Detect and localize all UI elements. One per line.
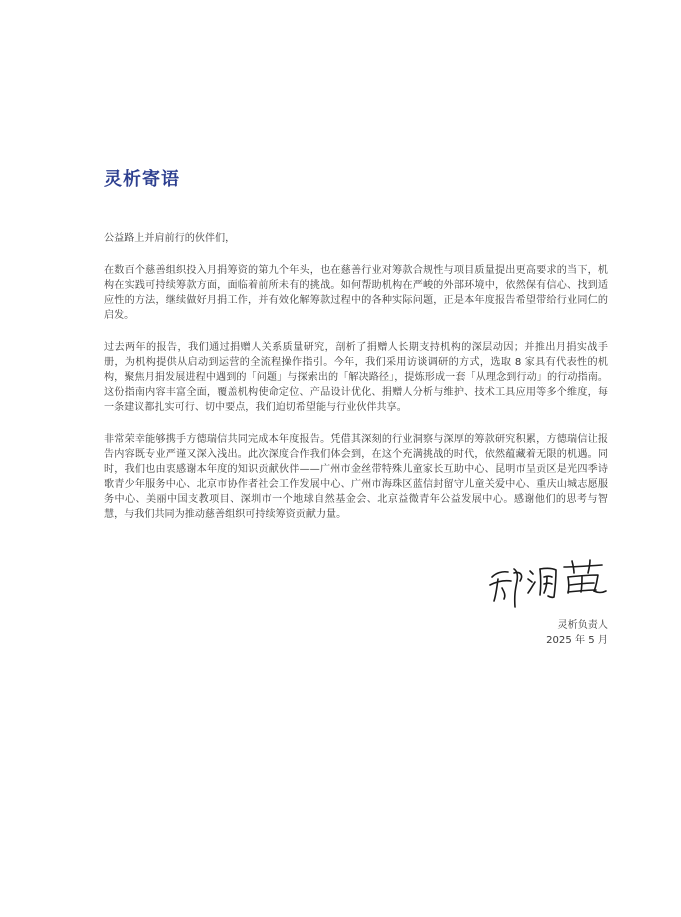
signature-date: 2025 年 5 月 (546, 635, 608, 646)
paragraph-2: 过去两年的报告，我们通过捐赠人关系质量研究，剖析了捐赠人长期支持机构的深层动因；并推出月捐实战手册，为机构提供从启动到运营的全流程操作指引。今年，我们采用访谈调研的方式，选取 8 家具有代表性的机构，聚焦月捐发展进程中遇到的「问题」与探索出的「解决路径」，提炼形成一套「从理念到行动」的行动指南。这份指南内容丰富全面，覆盖机构使命定位、产品设计优化、捐赠人分析与维护、技术工具应用等多个维度，每一条建议都扎实可行、切中要点，我们迫切希望能与行业伙伴共享。 (104, 342, 608, 413)
salutation: 公益路上并肩前行的伙伴们， (104, 233, 236, 244)
page-title: 灵析寄语 (104, 169, 180, 190)
paragraph-1: 在数百个慈善组织投入月捐筹资的第九个年头，也在慈善行业对筹款合规性与项目质量提出更高要求的当下，机构在实践可持续筹款方面，面临着前所未有的挑战。如何帮助机构在严峻的外部环境中，依然保有信心、找到适应性的方法，继续做好月捐工作，并有效化解筹款过程中的各种实际问题，正是本年度报告希望带给行业同仁的启发。 (104, 265, 608, 321)
signer-title: 灵析负责人 (557, 620, 608, 631)
handwritten-signature (484, 555, 610, 615)
paragraph-3: 非常荣幸能够携手方德瑞信共同完成本年度报告。凭借其深刻的行业洞察与深厚的筹款研究积累，方德瑞信让报告内容既专业严谨又深入浅出。此次深度合作我们体会到，在这个充满挑战的时代，依然蕴藏着无限的机遇。同时，我们也由衷感谢本年度的知识贡献伙伴——广州市金丝带特殊儿童家长互助中心、昆明市呈贡区是光四季诗歌青少年服务中心、北京市协作者社会工作发展中心、广州市海珠区蓝信封留守儿童关爱中心、重庆山城志愿服务中心、美丽中国支教项目、深圳市一个地球自然基金会、北京益微青年公益发展中心。感谢他们的思考与智慧，与我们共同为推动慈善组织可持续筹资贡献力量。 (104, 434, 608, 520)
